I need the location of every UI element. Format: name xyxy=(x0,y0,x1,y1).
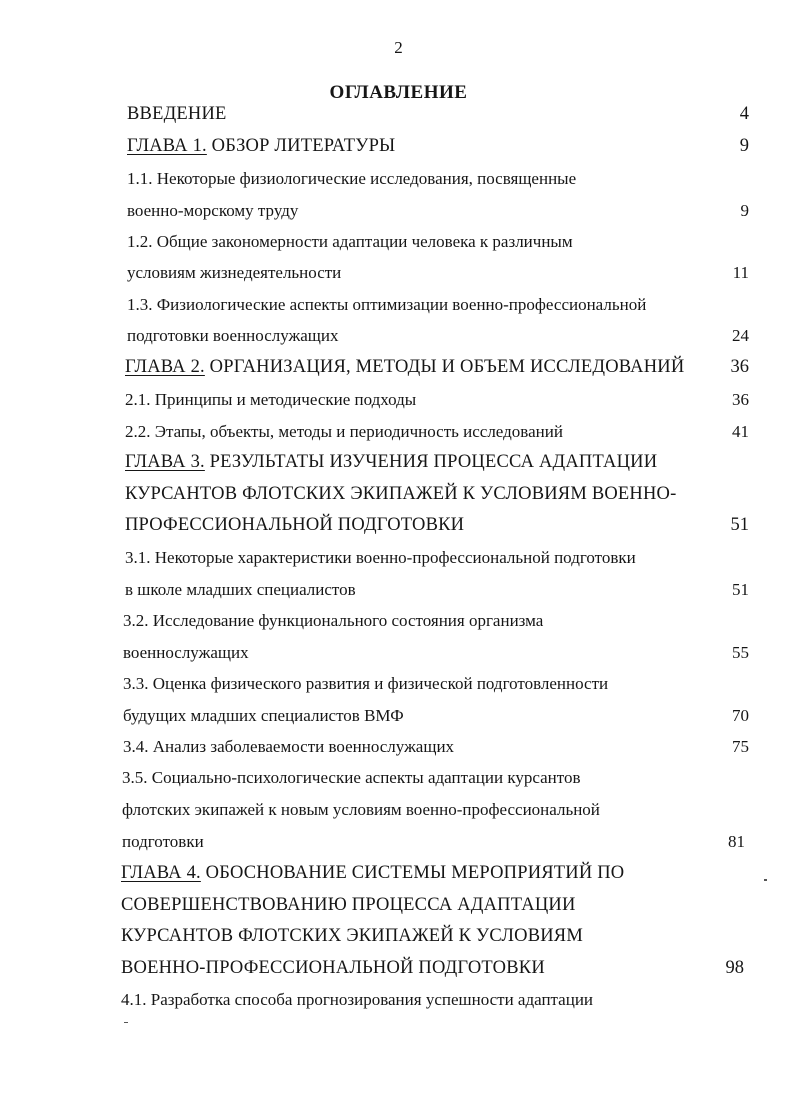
entry-label-line-1: РЕЗУЛЬТАТЫ ИЗУЧЕНИЯ ПРОЦЕССА АДАПТАЦИИ xyxy=(204,452,658,472)
toc-entry-chapter-4-cont[interactable] xyxy=(0,958,797,988)
toc-entry-1-3-cont[interactable] xyxy=(0,326,797,356)
entry-page: 75 xyxy=(732,737,749,756)
toc-entry-2-2[interactable] xyxy=(0,422,797,452)
entry-label-line-1: 1.1. Некоторые физиологические исследования, посвященные xyxy=(127,169,577,188)
toc-entry-1-1-cont[interactable] xyxy=(0,201,797,231)
toc-entry-3-2[interactable] xyxy=(0,611,797,641)
entry-label-line-2: флотских экипажей к новым условиям военно-профессиональной xyxy=(122,800,600,819)
toc-title xyxy=(0,82,797,104)
entry-label-line-1: 1.3. Физиологические аспекты оптимизации военно-профессиональной xyxy=(127,295,647,314)
entry-label-line-1: 3.1. Некоторые характеристики военно-профессиональной подготовки xyxy=(125,548,636,567)
chapter-prefix: ГЛАВА 1. xyxy=(127,136,207,156)
entry-page: 51 xyxy=(730,515,749,535)
toc-entry-3-1-cont[interactable] xyxy=(0,580,797,610)
toc-entry-3-5[interactable] xyxy=(0,768,797,798)
entry-label: ОРГАНИЗАЦИЯ, МЕТОДЫ И ОБЪЕМ ИССЛЕДОВАНИЙ xyxy=(204,357,685,377)
toc-entry-chapter-4-cont[interactable] xyxy=(0,895,797,925)
toc-entry-3-1[interactable] xyxy=(0,548,797,578)
entry-label: ВВЕДЕНИЕ xyxy=(127,104,227,124)
entry-label: 2.1. Принципы и методические подходы xyxy=(125,390,417,409)
entry-label: ОБЗОР ЛИТЕРАТУРЫ xyxy=(206,136,396,156)
toc-entry-chapter-3[interactable] xyxy=(0,452,797,482)
chapter-prefix: ГЛАВА 4. xyxy=(121,863,201,883)
entry-label-line-2: условиям жизнедеятельности xyxy=(127,263,342,282)
entry-label-line-2: КУРСАНТОВ ФЛОТСКИХ ЭКИПАЖЕЙ К УСЛОВИЯМ ВОЕННО- xyxy=(125,484,677,504)
entry-page: 9 xyxy=(739,136,749,156)
entry-label-line-1: 3.5. Социально-психологические аспекты адаптации курсантов xyxy=(122,768,581,787)
entry-label-line-2: военно-морскому труду xyxy=(127,201,299,220)
entry-label: 2.2. Этапы, объекты, методы и периодичность исследований xyxy=(125,422,563,441)
entry-page: 36 xyxy=(730,357,749,377)
toc-entry-4-1[interactable] xyxy=(0,990,797,1020)
entry-page: 11 xyxy=(732,263,749,282)
toc-entry-3-3[interactable] xyxy=(0,674,797,704)
toc-entry-chapter-3-cont[interactable] xyxy=(0,484,797,514)
entry-page: 55 xyxy=(732,643,749,662)
chapter-prefix: ГЛАВА 3. xyxy=(125,452,205,472)
toc-entry-chapter-1[interactable] xyxy=(0,136,797,166)
entry-label-line-2: будущих младших специалистов ВМФ xyxy=(123,706,404,725)
entry-page: 70 xyxy=(732,706,749,725)
entry-label-line-3: КУРСАНТОВ ФЛОТСКИХ ЭКИПАЖЕЙ К УСЛОВИЯМ xyxy=(121,926,583,946)
entry-page: 41 xyxy=(732,422,749,441)
page-number: 2 xyxy=(394,38,403,57)
toc-entry-3-5-cont[interactable] xyxy=(0,832,797,862)
toc-entry-1-3[interactable] xyxy=(0,295,797,325)
toc-entry-chapter-3-cont[interactable] xyxy=(0,515,797,545)
toc-entry-3-2-cont[interactable] xyxy=(0,643,797,673)
scan-speck xyxy=(124,1022,128,1023)
entry-label-line-1: 1.2. Общие закономерности адаптации человека к различным xyxy=(127,232,573,251)
entry-label-line-2: в школе младших специалистов xyxy=(125,580,356,599)
entry-label-line-1: ОБОСНОВАНИЕ СИСТЕМЫ МЕРОПРИЯТИЙ ПО xyxy=(200,863,625,883)
entry-label-line-2: подготовки военнослужащих xyxy=(127,326,339,345)
entry-page: 98 xyxy=(725,958,744,978)
toc-entry-chapter-4-cont[interactable] xyxy=(0,926,797,956)
entry-label-line-2: военнослужащих xyxy=(123,643,249,662)
toc-entry-1-1[interactable] xyxy=(0,169,797,199)
entry-page: 51 xyxy=(732,580,749,599)
entry-page: 9 xyxy=(740,201,749,220)
entry-label: 3.4. Анализ заболеваемости военнослужащих xyxy=(123,737,455,756)
entry-label-line-2: СОВЕРШЕНСТВОВАНИЮ ПРОЦЕССА АДАПТАЦИИ xyxy=(121,895,576,915)
toc-entry-3-3-cont[interactable] xyxy=(0,706,797,736)
entry-page: 81 xyxy=(728,832,745,851)
toc-title-text: ОГЛАВЛЕНИЕ xyxy=(329,82,468,103)
toc-entry-chapter-2[interactable] xyxy=(0,357,797,387)
chapter-prefix: ГЛАВА 2. xyxy=(125,357,205,377)
toc-entry-chapter-4[interactable] xyxy=(0,863,797,893)
toc-entry-1-2-cont[interactable] xyxy=(0,263,797,293)
toc-entry-introduction[interactable] xyxy=(0,104,797,134)
entry-label-line-3: ПРОФЕССИОНАЛЬНОЙ ПОДГОТОВКИ xyxy=(125,515,465,535)
toc-entry-1-2[interactable] xyxy=(0,232,797,262)
entry-page: 36 xyxy=(732,390,749,409)
entry-label: 4.1. Разработка способа прогнозирования успешности адаптации xyxy=(121,990,594,1009)
scan-speck xyxy=(764,879,767,881)
toc-entry-3-4[interactable] xyxy=(0,737,797,767)
toc-entry-3-5-cont[interactable] xyxy=(0,800,797,830)
entry-label-line-3: подготовки xyxy=(122,832,204,851)
entry-page: 4 xyxy=(739,104,749,124)
entry-label-line-1: 3.3. Оценка физического развития и физической подготовленности xyxy=(123,674,609,693)
entry-page: 24 xyxy=(732,326,749,345)
entry-label-line-1: 3.2. Исследование функционального состояния организма xyxy=(123,611,544,630)
entry-label-line-4: ВОЕННО-ПРОФЕССИОНАЛЬНОЙ ПОДГОТОВКИ xyxy=(121,958,545,978)
toc-entry-2-1[interactable] xyxy=(0,390,797,420)
